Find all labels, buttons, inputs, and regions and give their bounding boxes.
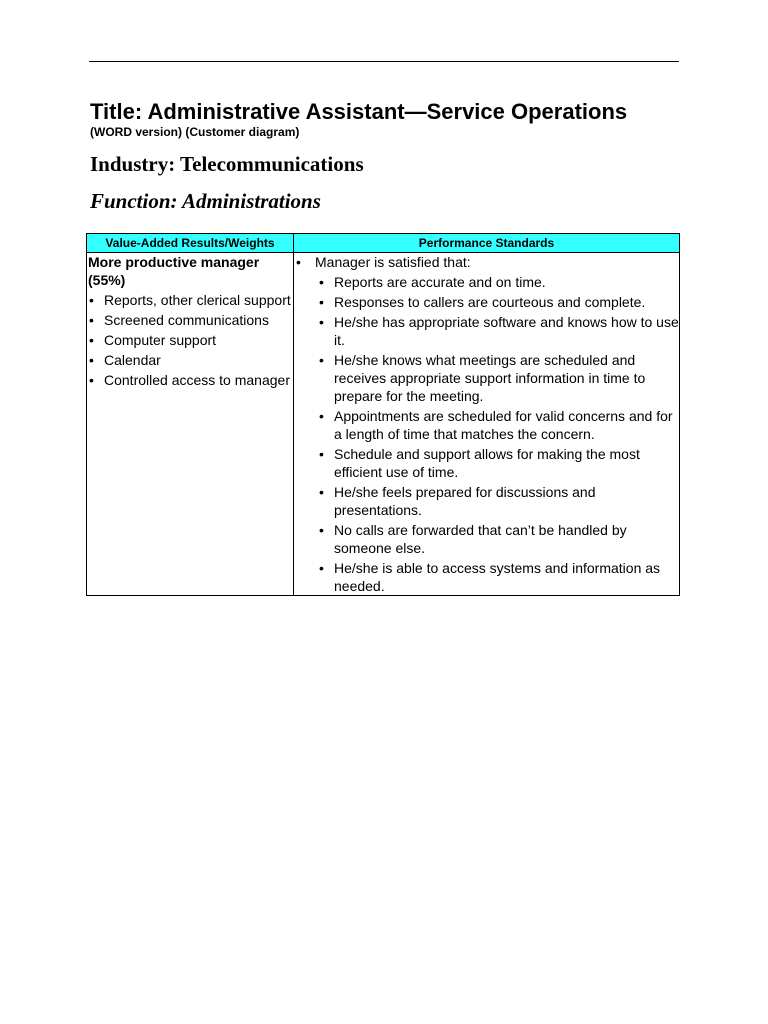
column-header-standards: Performance Standards xyxy=(294,234,680,253)
result-item: • Calendar xyxy=(87,351,293,369)
standards-lead: • Manager is satisfied that: xyxy=(294,253,679,271)
result-title: More productive manager (55%) xyxy=(88,254,260,288)
standard-item: • He/she has appropriate software and knows how to use it. xyxy=(317,313,679,349)
result-items-list xyxy=(87,291,293,389)
standard-item: • Responses to callers are courteous and complete. xyxy=(317,293,679,311)
result-item: • Controlled access to manager xyxy=(87,371,293,389)
performance-table xyxy=(86,233,680,596)
standard-item: • He/she feels prepared for discussions and presentations. xyxy=(317,483,679,519)
results-cell xyxy=(87,253,294,596)
standard-item: • Schedule and support allows for making the most efficient use of time. xyxy=(317,445,679,481)
standards-cell xyxy=(294,253,680,596)
result-item: • Reports, other clerical support xyxy=(87,291,293,309)
result-item: • Screened communications xyxy=(87,311,293,329)
document-subtitle: (WORD version) (Customer diagram) xyxy=(90,125,300,139)
industry-heading: Industry: Telecommunications xyxy=(90,152,364,176)
function-heading: Function: Administrations xyxy=(90,189,321,213)
column-header-results: Value-Added Results/Weights xyxy=(87,234,294,253)
standard-item: • He/she knows what meetings are scheduled and receives appropriate support information in time to prepare for the meeting. xyxy=(317,351,679,405)
table-header-row xyxy=(87,234,680,253)
standards-lead-list xyxy=(294,253,679,271)
standard-item: • He/she is able to access systems and information as needed. xyxy=(317,559,679,595)
standard-item: • Appointments are scheduled for valid concerns and for a length of time that matches the concern. xyxy=(317,407,679,443)
standard-item: • No calls are forwarded that can’t be handled by someone else. xyxy=(317,521,679,557)
standard-item: • Reports are accurate and on time. xyxy=(317,273,679,291)
document-title: Title: Administrative Assistant—Service Operations xyxy=(90,99,628,124)
top-rule xyxy=(89,61,679,62)
result-item: • Computer support xyxy=(87,331,293,349)
table-row xyxy=(87,253,680,596)
standards-items-list xyxy=(317,273,679,595)
